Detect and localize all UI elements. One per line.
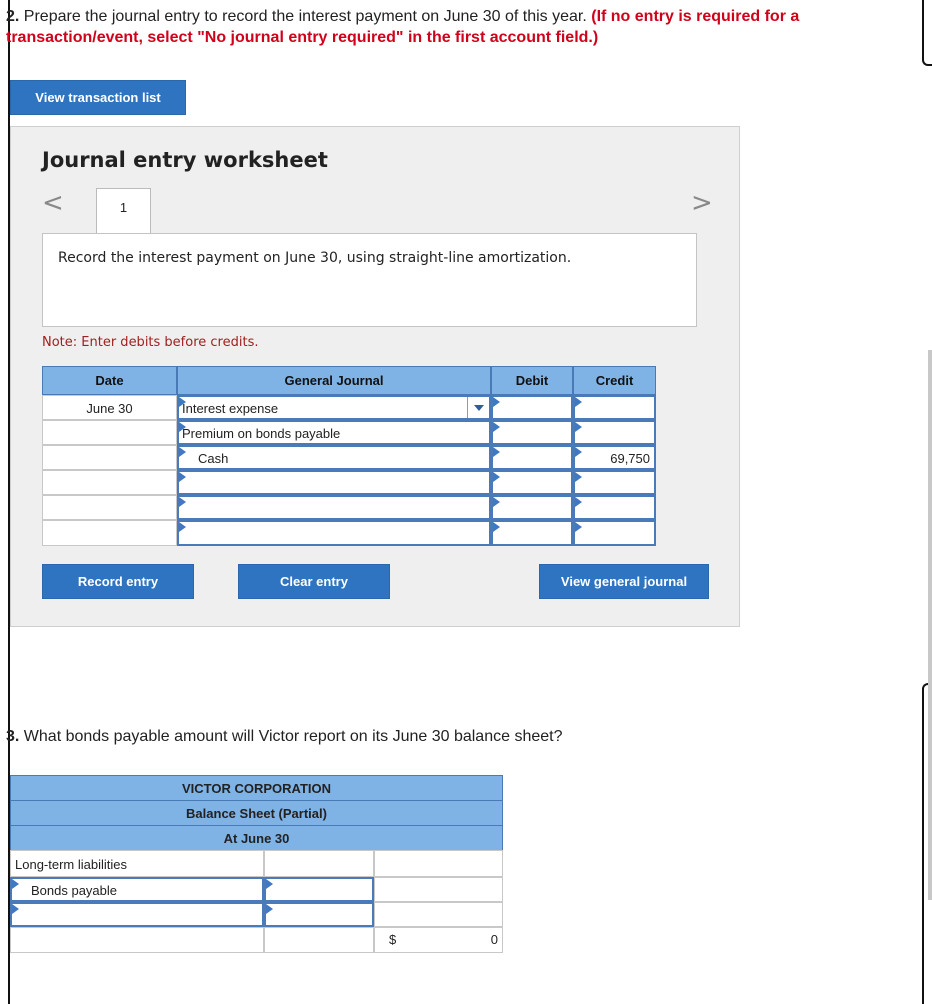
scrollbar[interactable]: [928, 350, 932, 900]
clear-entry-button[interactable]: Clear entry: [238, 564, 390, 599]
input-marker-icon: [493, 522, 500, 532]
account-input[interactable]: [177, 420, 491, 445]
line-item-input[interactable]: [10, 877, 264, 902]
empty-cell: [374, 902, 503, 927]
account-input[interactable]: [177, 445, 491, 470]
currency-symbol: $: [389, 932, 397, 947]
debit-header: Debit: [491, 366, 573, 395]
total-value: 0: [490, 932, 498, 947]
question-3-number: 3.: [6, 728, 20, 745]
question-2-number: 2.: [6, 8, 20, 25]
account-input[interactable]: [177, 470, 491, 495]
credit-input[interactable]: [573, 470, 656, 495]
question-2: [6, 6, 906, 48]
entry-description: Record the interest payment on June 30, using straight-line amortization.: [58, 250, 572, 266]
journal-date-cell: [42, 520, 177, 546]
account-select[interactable]: [177, 395, 491, 420]
credit-input[interactable]: [573, 420, 656, 445]
chevron-left-icon[interactable]: <: [42, 188, 64, 218]
input-marker-icon: [266, 904, 273, 914]
debit-input[interactable]: [491, 395, 573, 420]
input-marker-icon: [575, 497, 582, 507]
empty-cell: [374, 877, 503, 902]
input-marker-icon: [493, 397, 500, 407]
input-marker-icon: [575, 522, 582, 532]
line-item-input[interactable]: [10, 902, 264, 927]
view-general-journal-button[interactable]: View general journal: [539, 564, 709, 599]
credit-header: Credit: [573, 366, 656, 395]
chevron-down-icon[interactable]: [467, 397, 489, 418]
input-marker-icon: [575, 472, 582, 482]
journal-date-cell: [42, 470, 177, 495]
journal-date-cell: [42, 495, 177, 520]
statement-date: At June 30: [10, 825, 503, 851]
statement-name: Balance Sheet (Partial): [10, 800, 503, 826]
input-marker-icon: [575, 422, 582, 432]
right-panel-edge: [922, 0, 932, 66]
view-transaction-list-button[interactable]: View transaction list: [10, 80, 186, 115]
input-marker-icon: [493, 472, 500, 482]
date-header: Date: [42, 366, 177, 395]
account-input[interactable]: [177, 520, 491, 546]
record-entry-button[interactable]: Record entry: [42, 564, 194, 599]
input-marker-icon: [12, 904, 19, 914]
debit-input[interactable]: [491, 420, 573, 445]
credit-input[interactable]: [573, 520, 656, 546]
question-3-text: What bonds payable amount will Victor report on its June 30 balance sheet?: [19, 728, 563, 745]
account-value: Interest expense: [182, 401, 279, 416]
tab-entry-1[interactable]: 1: [96, 188, 151, 234]
input-marker-icon: [266, 879, 273, 889]
empty-cell: [10, 927, 264, 953]
account-value: Premium on bonds payable: [182, 426, 341, 441]
input-marker-icon: [179, 472, 186, 482]
input-marker-icon: [12, 879, 19, 889]
chevron-right-icon[interactable]: >: [691, 188, 713, 218]
question-2-text: Prepare the journal entry to record the interest payment on June 30 of this year.: [19, 8, 592, 25]
debit-input[interactable]: [491, 445, 573, 470]
debit-input[interactable]: [491, 495, 573, 520]
amount-input[interactable]: [264, 902, 374, 927]
input-marker-icon: [493, 422, 500, 432]
empty-cell: [264, 850, 374, 877]
entry-description-box: [42, 233, 697, 327]
debit-input[interactable]: [491, 520, 573, 546]
empty-cell: [374, 850, 503, 877]
input-marker-icon: [179, 522, 186, 532]
input-marker-icon: [493, 447, 500, 457]
empty-cell: [264, 927, 374, 953]
input-marker-icon: [575, 447, 582, 457]
question-2-instruction: (If no entry is required for a transaction/event, select "No journal entry required" in the first account field.): [6, 8, 800, 46]
debit-input[interactable]: [491, 470, 573, 495]
journal-date-cell: [42, 445, 177, 470]
input-marker-icon: [493, 497, 500, 507]
general-journal-header: General Journal: [177, 366, 491, 395]
credit-input[interactable]: [573, 445, 656, 470]
input-marker-icon: [179, 447, 186, 457]
input-marker-icon: [179, 497, 186, 507]
journal-date-cell: [42, 420, 177, 445]
worksheet-title: Journal entry worksheet: [42, 148, 328, 172]
credit-input[interactable]: [573, 395, 656, 420]
total-cell: [374, 927, 503, 953]
credit-value: 69,750: [610, 451, 650, 466]
account-value: Cash: [198, 451, 229, 466]
account-input[interactable]: [177, 495, 491, 520]
journal-date-cell: June 30: [42, 395, 177, 420]
debit-credit-note: Note: Enter debits before credits.: [42, 335, 259, 350]
line-item-label: Bonds payable: [31, 883, 118, 898]
amount-input[interactable]: [264, 877, 374, 902]
input-marker-icon: [575, 397, 582, 407]
credit-input[interactable]: [573, 495, 656, 520]
section-label: Long-term liabilities: [10, 850, 264, 877]
question-3: [6, 728, 562, 746]
company-name: VICTOR CORPORATION: [10, 775, 503, 801]
